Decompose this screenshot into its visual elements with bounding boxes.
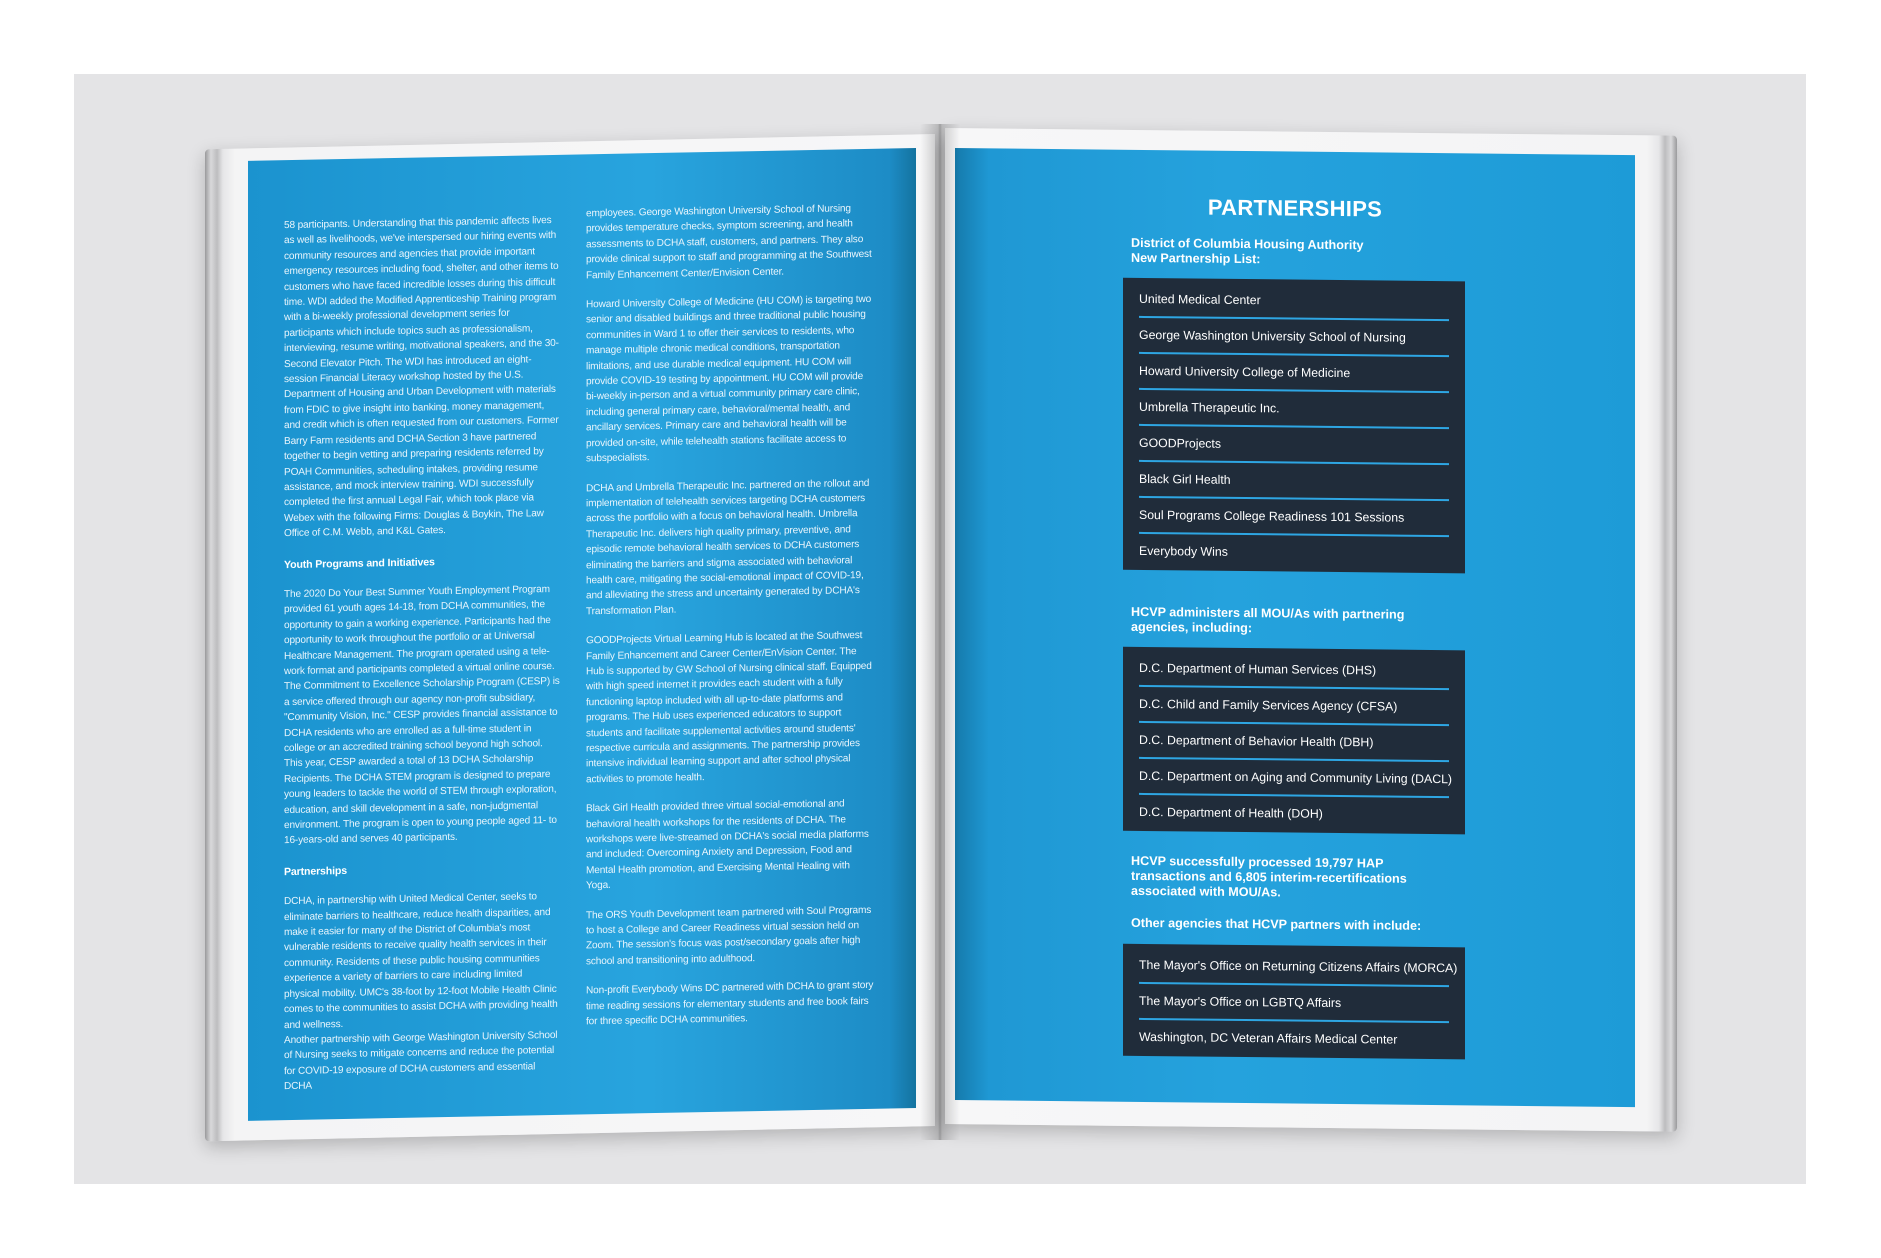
mou-agency-list xyxy=(1123,647,1465,835)
paragraph: Another partnership with George Washington University School of Nursing seeks to mitigate concerns and reduce the potential for COVID-19 exposure of DCHA customers and essential DCHA xyxy=(284,1029,558,1093)
right-page xyxy=(955,148,1635,1107)
list-item: Howard University College of Medicine xyxy=(1139,354,1449,393)
partnership-list-heading: District of Columbia Housing Authority New Partnership List: xyxy=(1131,235,1364,267)
list-item: D.C. Child and Family Services Agency (CFSA) xyxy=(1139,687,1449,726)
mou-heading: HCVP administers all MOU/As with partnering agencies, including: xyxy=(1131,604,1405,636)
book-spine xyxy=(920,124,960,1140)
section-heading: Partnerships xyxy=(284,864,347,878)
list-item: United Medical Center xyxy=(1139,282,1449,321)
left-column-2 xyxy=(586,201,874,1044)
list-item: Everybody Wins xyxy=(1139,543,1228,559)
paragraph: 58 participants. Understanding that this pandemic affects lives as well as livelihoods, we've interspersed our hiring events with community resources and agencies that provide important emergency resources including food, shelter, and other items to customers who have faced incredible losses during this difficult time. WDI added the Modified Apprenticeship Training program with a bi-weekly professional development series for participants which include topics such as professionalism, interviewing, resume writing, motivational speakers, and the 30-Second Elevator Pitch. The WDI has introduced an eight-session Financial Literacy workshop hosted by the U.S. Department of Housing and Urban Development with materials from FDIC to give insight into banking, money management, and credit which is often requested from our customers. Former Barry Farm residents and DCHA Section 3 have partnered together to begin vetting and preparing residents referred by POAH Communities, scheduling intakes, providing resume assistance, and mock interview training. WDI successfully completed the first annual Legal Fair, which took place via Webex with the following Firms: Douglas & Boykin, The Law Office of C.M. Webb, and K&L Gates. xyxy=(284,214,559,540)
left-column-1 xyxy=(284,213,560,1109)
paragraph: The 2020 Do Your Best Summer Youth Employment Program provided 61 youth ages 14-18, from DCHA communities, the opportunity to gain a working experience. Participants had the opportunity to work throughout the portfolio or at Universal Healthcare Management. The program operated using a tele-work format and participants completed a virtual online course. The Commitment to Excellence Scholarship Program (CESP) is a service offered through our agency non-profit subsidiary, "Community Vision, Inc." CESP provides financial assistance to DCHA residents who are enrolled as a full-time student in college or an accredited training school beyond high school. This year, CESP awarded a total of 13 DCHA Scholarship Recipients. The DCHA STEM program is designed to prepare young leaders to tackle the world of STEM through exploration, education, and skill development in a safe, non-judgmental environment. The program is open to young people aged 11- to 16-years-old and serves 40 participants. xyxy=(284,583,560,847)
paragraph: Non-profit Everybody Wins DC partnered with DCHA to grant story time reading sessions for elementary students and free book fairs for three specific DCHA communities. xyxy=(586,980,874,1028)
paragraph: The ORS Youth Development team partnered with Soul Programs to host a College and Career Readiness virtual session held on Zoom. The session's focus was post/secondary goals after high school and transitioning into adulthood. xyxy=(586,904,872,968)
list-item: GOODProjects xyxy=(1139,426,1449,465)
hcvp-stats-heading: HCVP successfully processed 19,797 HAP transactions and 6,805 interim-recertifications associated with MOU/As. xyxy=(1131,853,1407,900)
paragraph: GOODProjects Virtual Learning Hub is located at the Southwest Family Enhancement and Career Center/EnVision Center. The Hub is supported by GW School of Nursing clinical staff. Equipped with high speed internet it provides each student with a fully functioning laptop included with all up-to-date platforms and programs. The Hub uses experienced educators to support students and facilitate supplemental activities around students' respective curricula and assignments. The partnership provides intensive individual learning support and after school physical activities to promote health. xyxy=(586,630,872,786)
left-page xyxy=(248,148,916,1121)
list-item: Soul Programs College Readiness 101 Sessions xyxy=(1139,498,1449,537)
list-item: D.C. Department of Health (DOH) xyxy=(1139,804,1323,821)
section-heading: Youth Programs and Initiatives xyxy=(284,555,435,571)
paragraph: DCHA, in partnership with United Medical Center, seeks to eliminate barriers to healthcare, reduce health disparities, and make it easier for many of the District of Columbia's most vulnerable residents to receive quality health services in their community. Residents of these public housing communities experience a variety of barriers to care including limited physical mobility. UMC's 38-foot by 12-foot Mobile Health Clinic comes to the communities to assist DCHA with providing health and wellness. xyxy=(284,891,558,1031)
other-agency-list xyxy=(1123,944,1465,1060)
list-item: Washington, DC Veteran Affairs Medical Center xyxy=(1139,1029,1398,1047)
paragraph: Howard University College of Medicine (HU COM) is targeting two senior and disabled buildings and three traditional public housing communities in Ward 1 to offer their services to residents, who manage multiple chronic medical conditions, transportation limitations, and use durable medical equipment. HU COM will provide COVID-19 testing by appointment. HU COM will provide bi-weekly in-person and a virtual community primary care clinic, including general primary care, behavioral/mental health, and ancillary services. Primary care and behavioral health will be provided on-site, while telehealth stations facilitate access to subspecialists. xyxy=(586,293,872,465)
paragraph: employees. George Washington University School of Nursing provides temperature checks, symptom screening, and health assessments to DCHA staff, customers, and partners. They also provide clinical support to staff and programming at the Southwest Family Enhancement Center/Envision Center. xyxy=(586,203,872,281)
paragraph: DCHA and Umbrella Therapeutic Inc. partnered on the rollout and implementation of telehealth services targeting DCHA customers across the portfolio with a focus on behavioral health. Umbrella Therapeutic Inc. delivers high quality primary, preventive, and episodic remote behavioral health services to DCHA customers eliminating the barriers and stigma associated with behavioral health care, mitigating the social-emotional impact of COVID-19, and alleviating the stress and uncertainty generated by DCHA's Transformation Plan. xyxy=(586,477,870,618)
list-item: Umbrella Therapeutic Inc. xyxy=(1139,390,1449,429)
list-item: The Mayor's Office on Returning Citizens Affairs (MORCA) xyxy=(1139,948,1449,987)
list-item: George Washington University School of Nursing xyxy=(1139,318,1449,357)
list-item: The Mayor's Office on LGBTQ Affairs xyxy=(1139,984,1449,1023)
list-item: D.C. Department of Behavior Health (DBH) xyxy=(1139,723,1449,762)
other-agencies-heading: Other agencies that HCVP partners with include: xyxy=(1131,915,1422,933)
list-item: D.C. Department on Aging and Community Living (DACL) xyxy=(1139,759,1449,798)
page-title: PARTNERSHIPS xyxy=(1207,194,1383,222)
paragraph: Black Girl Health provided three virtual social-emotional and behavioral health workshops for the residents of DCHA. The workshops were live-streamed on DCHA's social media platforms and included: Overcoming Anxiety and Depression, Food and Mental Health promotion, and Exercising Mental Healing with Yoga. xyxy=(586,798,869,892)
list-item: D.C. Department of Human Services (DHS) xyxy=(1139,651,1449,690)
partnership-list xyxy=(1123,278,1465,574)
list-item: Black Girl Health xyxy=(1139,462,1449,501)
